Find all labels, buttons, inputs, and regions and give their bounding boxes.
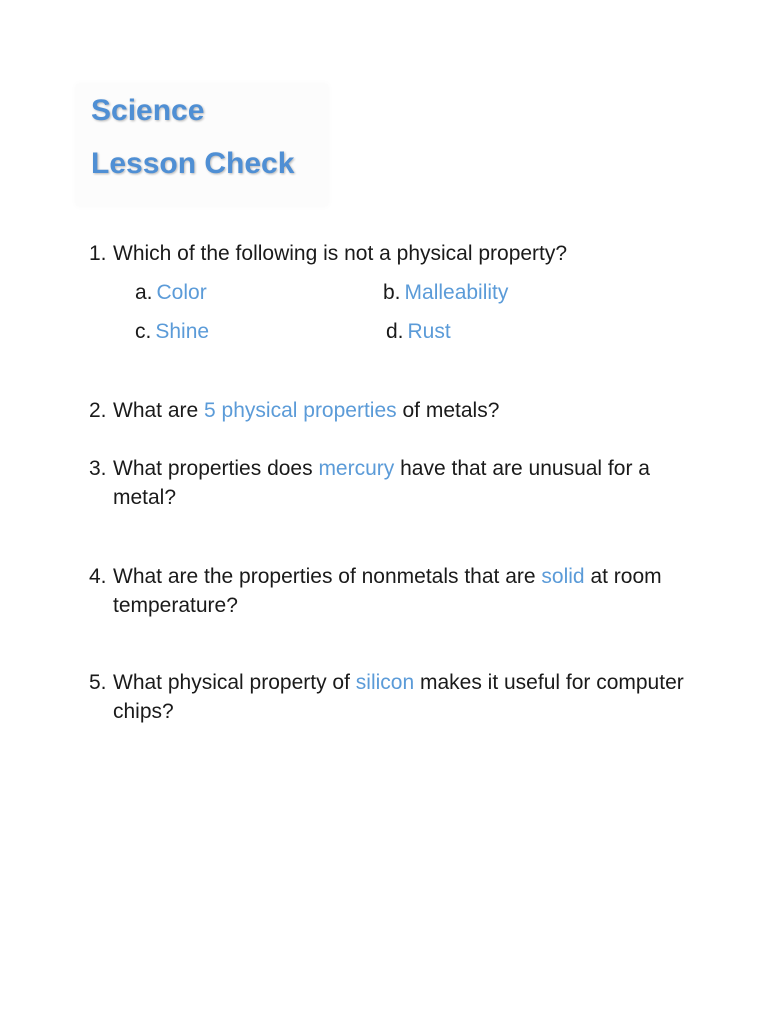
question-2-highlight: 5 physical properties — [204, 399, 397, 422]
option-b-letter: b. — [383, 281, 401, 304]
option-d-text: Rust — [407, 320, 451, 343]
question-5-text-end: makes it useful for computer chips? — [113, 671, 684, 723]
option-c-letter: c. — [135, 320, 152, 343]
question-2-number: 2. — [89, 399, 107, 422]
option-a-text: Color — [156, 281, 207, 304]
option-a — [135, 278, 207, 307]
question-5 — [89, 668, 689, 726]
question-3-highlight: mercury — [318, 457, 395, 480]
option-a-letter: a. — [135, 281, 153, 304]
title-science: Science — [91, 94, 205, 127]
question-3-text: What properties does — [113, 457, 319, 480]
question-2-text-end: of metals? — [396, 399, 500, 422]
question-2-text: What are — [113, 399, 205, 422]
question-5-number: 5. — [89, 671, 107, 694]
question-3 — [89, 454, 689, 512]
question-4-highlight: solid — [541, 565, 585, 588]
option-d-letter: d. — [386, 320, 404, 343]
question-3-number: 3. — [89, 457, 107, 480]
question-4-number: 4. — [89, 565, 107, 588]
title-lesson-check: Lesson Check — [91, 147, 295, 180]
question-4-text: What are the properties of nonmetals that are — [113, 565, 542, 588]
option-b-text: Malleability — [404, 281, 509, 304]
question-5-text: What physical property of — [113, 671, 356, 694]
option-c — [135, 317, 209, 346]
question-5-highlight: silicon — [355, 671, 415, 694]
question-1-number: 1. — [89, 242, 107, 265]
question-1-text: Which of the following is not a physical property? — [113, 242, 568, 265]
question-1 — [89, 239, 689, 268]
question-4 — [89, 562, 689, 620]
option-c-text: Shine — [155, 320, 210, 343]
question-4-text-end: at room temperature? — [113, 565, 662, 617]
option-d — [386, 317, 451, 346]
question-3-text-end: have that are unusual for a metal? — [113, 457, 650, 509]
option-b — [383, 278, 508, 307]
question-2 — [89, 396, 689, 425]
